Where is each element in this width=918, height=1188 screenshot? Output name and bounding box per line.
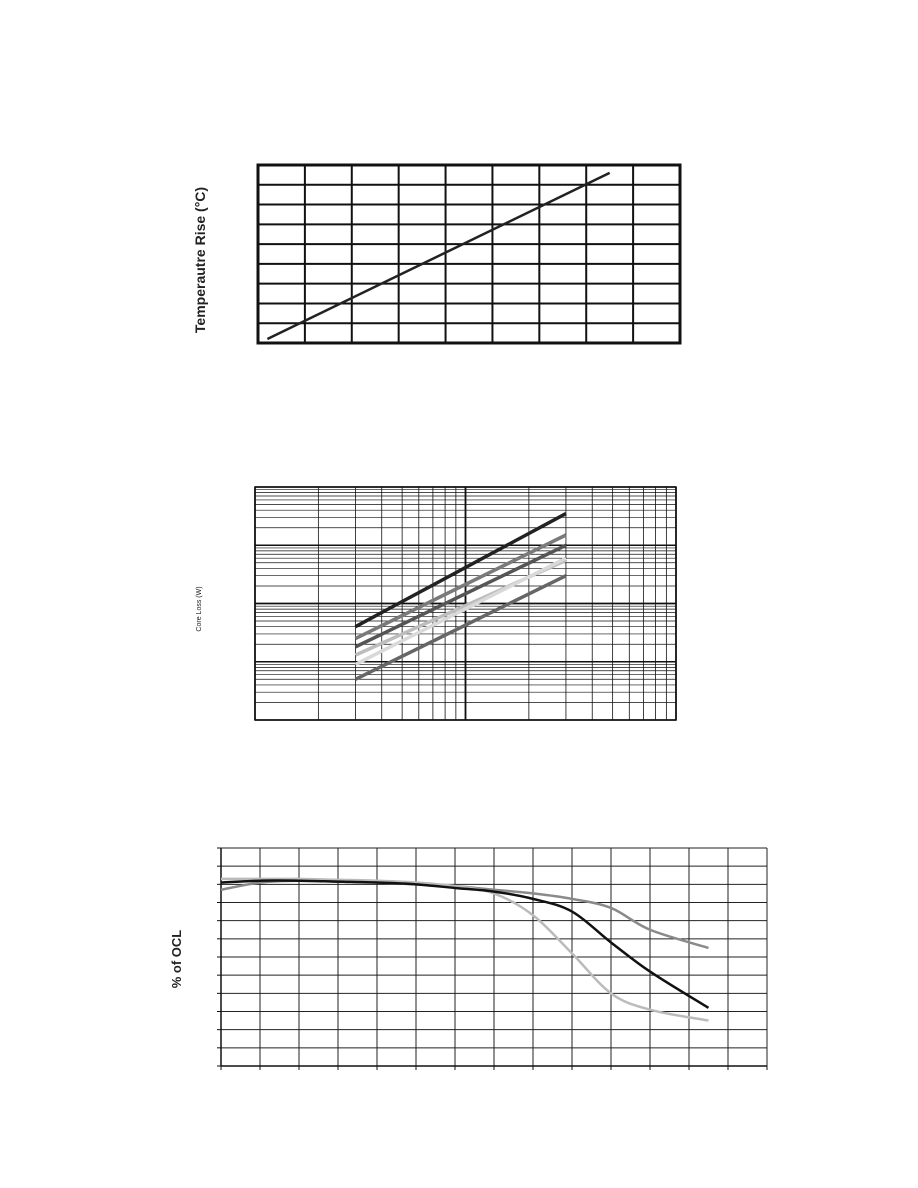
- chart3-series-line: [221, 881, 709, 1008]
- chart1-frame: [258, 165, 680, 343]
- chart2-series-line: [355, 545, 566, 647]
- chart3-series-line: [221, 879, 709, 1021]
- temperature-rise-axis-label: Temperautre Rise (°C): [192, 186, 208, 334]
- chart1-series-line: [267, 173, 609, 339]
- chart2-series-line: [355, 535, 566, 639]
- core-loss-axis-label: Core Loss (W): [196, 586, 203, 632]
- ocl-axis-label: % of OCL: [169, 929, 184, 989]
- chart2-series-line: [355, 576, 566, 680]
- chart3-series-line: [221, 881, 709, 948]
